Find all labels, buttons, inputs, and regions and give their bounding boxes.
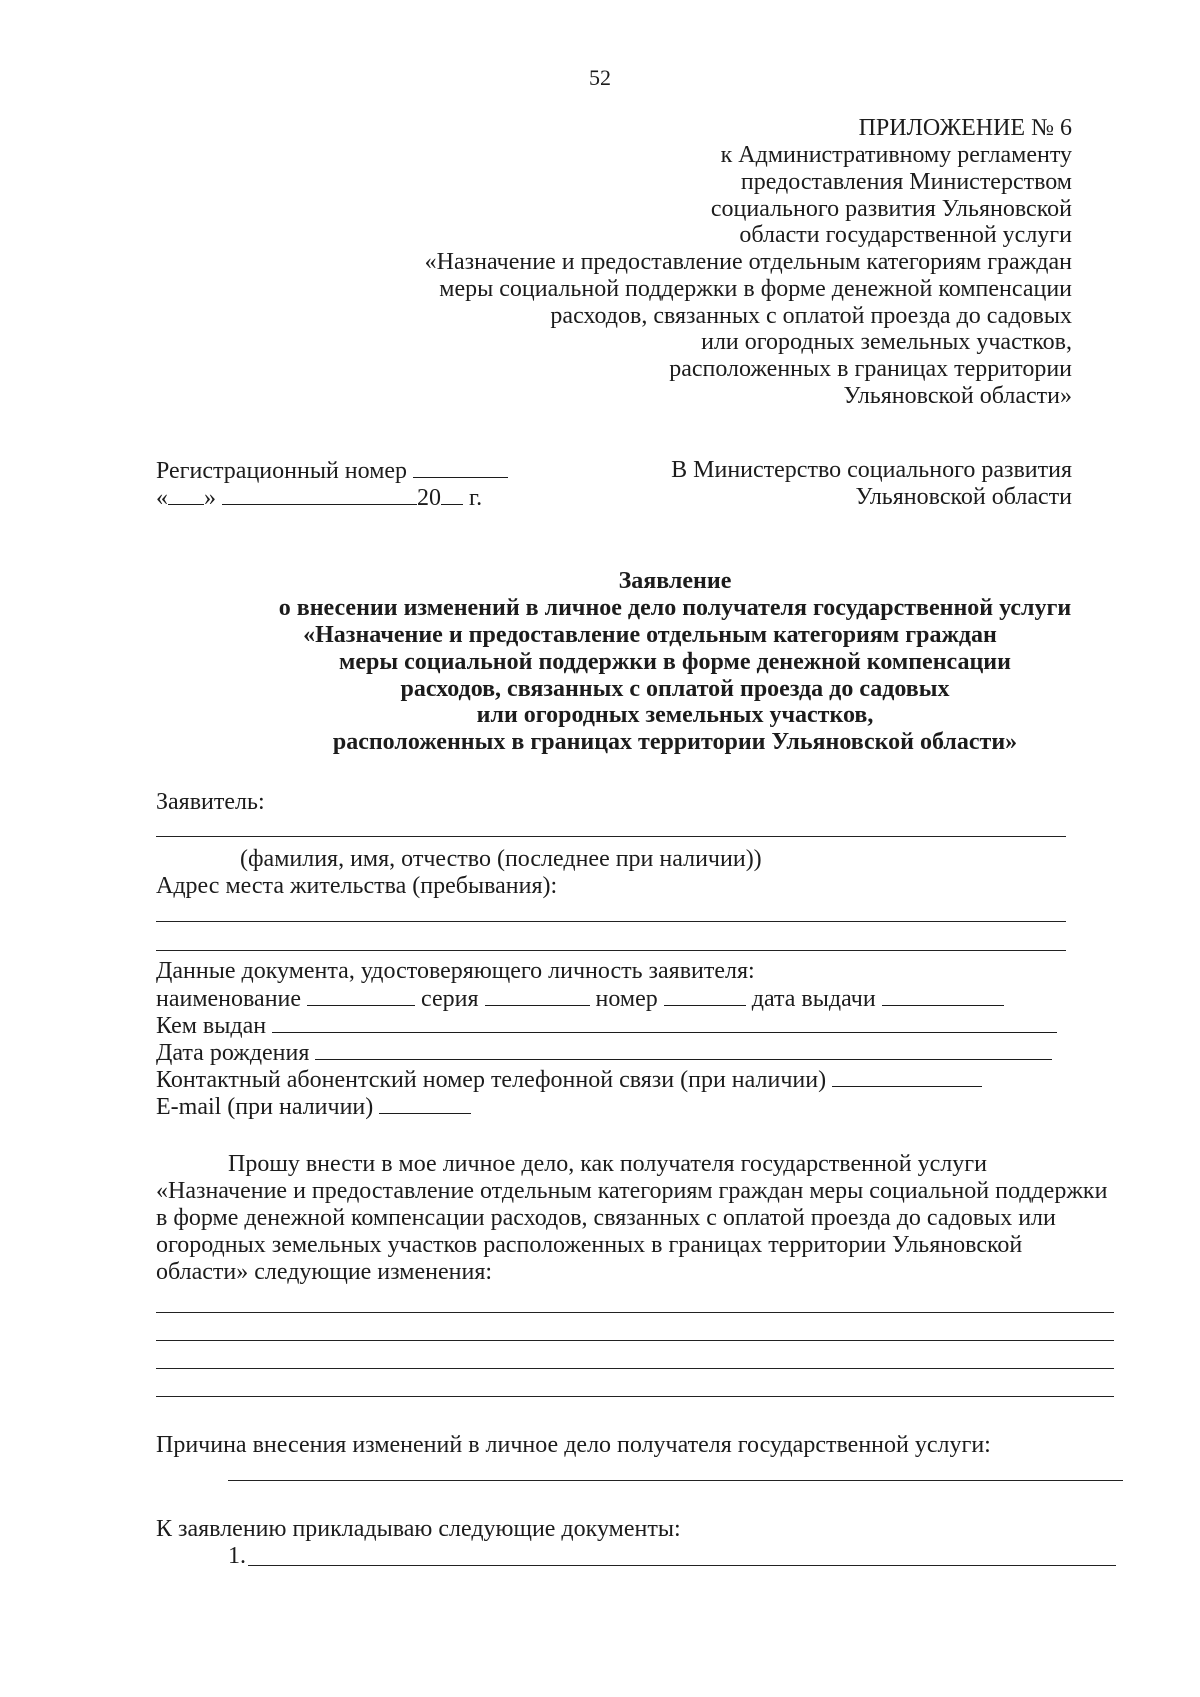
address-label: Адрес места жительства (пребывания): bbox=[156, 873, 558, 899]
reason-label: Причина внесения изменений в личное дело получателя государственной услуги: bbox=[156, 1432, 991, 1458]
appendix-line: «Назначение и предоставление отдельным категориям граждан bbox=[424, 249, 1072, 275]
doc-name-label: наименование bbox=[156, 986, 302, 1012]
date-year-field[interactable] bbox=[441, 484, 463, 505]
series-label: серия bbox=[421, 986, 479, 1012]
issue-date-label: дата выдачи bbox=[751, 986, 876, 1012]
registration-number-row bbox=[156, 457, 508, 485]
attachment-item-1-field[interactable] bbox=[248, 1565, 1116, 1566]
year-prefix: 20 bbox=[417, 485, 441, 511]
request-line: в форме денежной компенсации расходов, связанных с оплатой проезда до садовых или bbox=[156, 1205, 1056, 1231]
appendix-line: Ульяновской области» bbox=[843, 383, 1072, 409]
email-field[interactable] bbox=[379, 1093, 471, 1114]
phone-label: Контактный абонентский номер телефонной связи (при наличии) bbox=[156, 1067, 827, 1093]
request-line: области» следующие изменения: bbox=[156, 1259, 493, 1285]
appendix-line: расположенных в границах территории bbox=[669, 356, 1072, 382]
year-suffix: г. bbox=[469, 485, 483, 511]
appendix-line: области государственной услуги bbox=[739, 222, 1072, 248]
issue-date-field[interactable] bbox=[882, 985, 1004, 1006]
id-document-label: Данные документа, удостоверяющего личность заявителя: bbox=[156, 958, 755, 984]
appendix-line: расходов, связанных с оплатой проезда до садовых bbox=[550, 303, 1072, 329]
title-line: о внесении изменений в личное дело получателя государственной услуги bbox=[278, 595, 1072, 621]
date-month-field[interactable] bbox=[222, 484, 417, 505]
registration-number-label: Регистрационный номер bbox=[156, 458, 408, 484]
birth-date-row bbox=[156, 1039, 1052, 1067]
changes-field-line2[interactable] bbox=[156, 1340, 1114, 1341]
title-heading: Заявление bbox=[618, 568, 732, 594]
reason-field[interactable] bbox=[228, 1480, 1123, 1481]
changes-field-line4[interactable] bbox=[156, 1396, 1114, 1397]
changes-field-line3[interactable] bbox=[156, 1368, 1114, 1369]
addressee-line1: В Министерство социального развития bbox=[671, 457, 1072, 483]
number-field[interactable] bbox=[664, 985, 746, 1006]
attachment-item-1-number: 1. bbox=[228, 1543, 246, 1569]
title-line: меры социальной поддержки в форме денежной компенсации bbox=[339, 649, 1011, 675]
birth-date-field[interactable] bbox=[315, 1039, 1052, 1060]
title-line: «Назначение и предоставление отдельным категориям граждан bbox=[303, 622, 997, 648]
email-row bbox=[156, 1093, 471, 1121]
address-field-line2[interactable] bbox=[156, 950, 1066, 951]
attachments-label: К заявлению прикладываю следующие документы: bbox=[156, 1516, 681, 1542]
date-open-quote: « bbox=[156, 485, 168, 511]
changes-field-line1[interactable] bbox=[156, 1312, 1114, 1313]
issued-by-field[interactable] bbox=[272, 1012, 1057, 1033]
number-label: номер bbox=[595, 986, 658, 1012]
appendix-title: ПРИЛОЖЕНИЕ № 6 bbox=[858, 115, 1072, 141]
title-line: расположенных в границах территории Ульяновской области» bbox=[332, 729, 1018, 755]
series-field[interactable] bbox=[485, 985, 590, 1006]
id-document-row bbox=[156, 985, 1004, 1013]
issued-by-label: Кем выдан bbox=[156, 1013, 267, 1039]
fio-caption: (фамилия, имя, отчество (последнее при наличии)) bbox=[240, 846, 762, 872]
registration-date-row bbox=[156, 484, 482, 512]
phone-field[interactable] bbox=[832, 1066, 982, 1087]
appendix-line: меры социальной поддержки в форме денежной компенсации bbox=[439, 276, 1072, 302]
title-line: расходов, связанных с оплатой проезда до садовых bbox=[400, 676, 950, 702]
request-line: Прошу внести в мое личное дело, как получателя государственной услуги bbox=[228, 1151, 987, 1177]
applicant-fio-field[interactable] bbox=[156, 836, 1066, 837]
registration-number-field[interactable] bbox=[413, 457, 508, 478]
appendix-line: или огородных земельных участков, bbox=[701, 329, 1072, 355]
appendix-line: предоставления Министерством bbox=[740, 169, 1072, 195]
appendix-line: социального развития Ульяновской bbox=[710, 196, 1072, 222]
request-line: огородных земельных участков расположенных в границах территории Ульяновской bbox=[156, 1232, 1023, 1258]
email-label: E-mail (при наличии) bbox=[156, 1094, 374, 1120]
issued-by-row bbox=[156, 1012, 1057, 1040]
date-day-field[interactable] bbox=[168, 484, 204, 505]
doc-name-field[interactable] bbox=[307, 985, 415, 1006]
date-close-quote: » bbox=[204, 485, 216, 511]
applicant-label: Заявитель: bbox=[156, 789, 265, 815]
appendix-line: к Административному регламенту bbox=[720, 142, 1072, 168]
page-number: 52 bbox=[589, 65, 611, 90]
phone-row bbox=[156, 1066, 982, 1094]
addressee-line2: Ульяновской области bbox=[855, 484, 1072, 510]
request-line: «Назначение и предоставление отдельным категориям граждан меры социальной поддержки bbox=[156, 1178, 1108, 1204]
address-field-line1[interactable] bbox=[156, 921, 1066, 922]
title-line: или огородных земельных участков, bbox=[476, 702, 874, 728]
birth-date-label: Дата рождения bbox=[156, 1040, 310, 1066]
